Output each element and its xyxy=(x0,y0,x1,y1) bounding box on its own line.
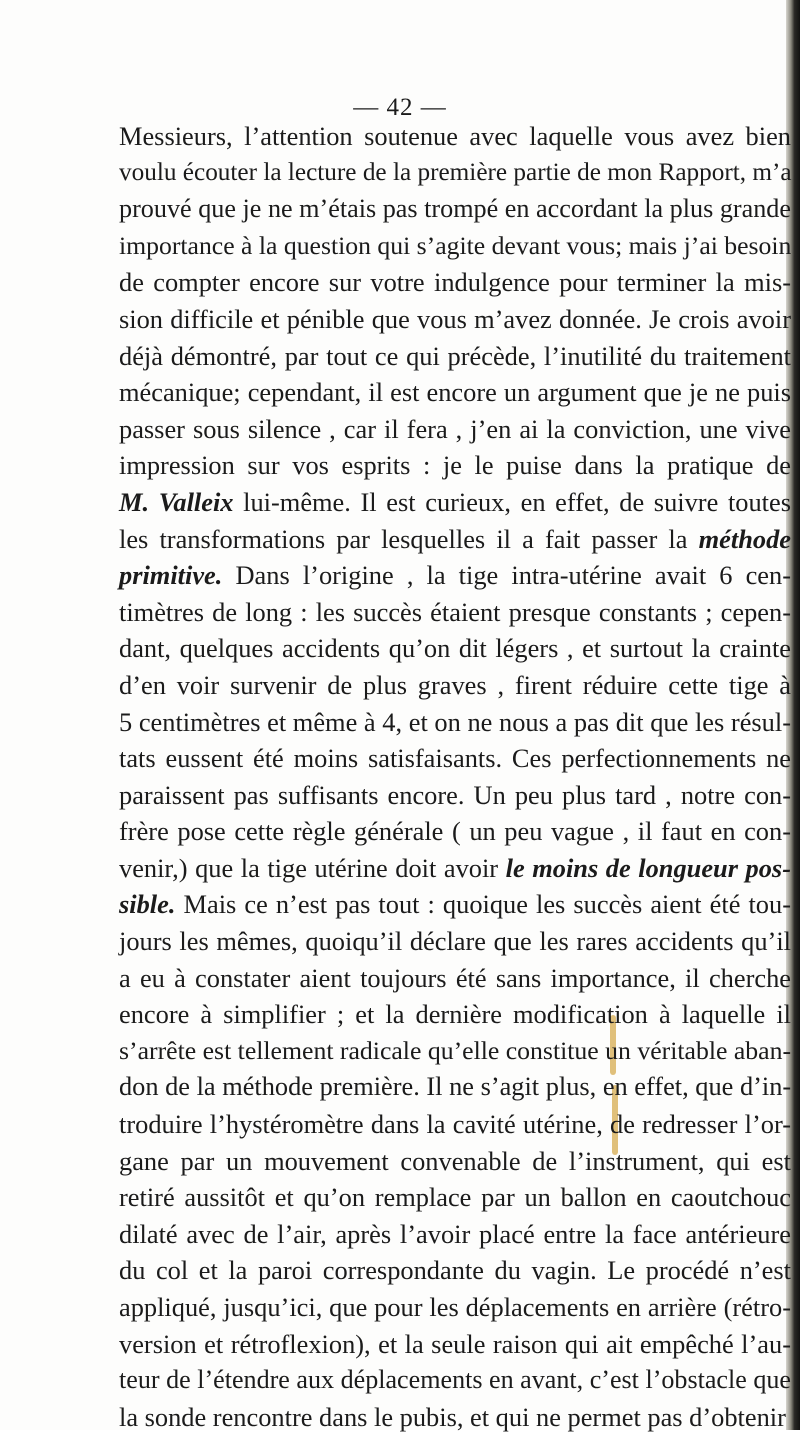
text-line: mécanique; cependant, il est encore un argument que je ne puis xyxy=(119,377,791,408)
text-line: sion difficile et pénible que vous m’avez donnée. Je crois avoir xyxy=(119,303,791,334)
text-line: voulu écouter la lecture de la première partie de mon Rapport, m’a xyxy=(119,158,792,186)
rule-emphasis-2: sible. xyxy=(119,889,176,920)
text-line: du col et la paroi correspondante du vagin. Le procédé n’est xyxy=(119,1255,791,1286)
text-line: timètres de long : les succès étaient presque constants ; cepen- xyxy=(119,596,791,627)
text-fragment: lui-même. Il est curieux, en effet, de suivre toutes xyxy=(243,486,791,517)
method-name-end: primitive. xyxy=(119,560,223,591)
text-line: version et rétroflexion), et la seule raison qui ait empêché l’au- xyxy=(119,1328,791,1359)
text-line: passer sous silence , car il fera , j’en ai la conviction, une vive xyxy=(119,413,791,444)
text-fragment: Dans l’origine , la tige intra-utérine avait 6 cen- xyxy=(235,560,792,591)
text-line: tats eussent été moins satisfaisants. Ces perfectionnements ne xyxy=(119,743,791,774)
text-fragment: Mais ce n’est pas tout : quoique les succès aient été tou- xyxy=(183,889,791,920)
text-line: troduire l’hystéromètre dans la cavité utérine, de redresser l’or- xyxy=(119,1109,791,1140)
text-line: 5 centimètres et même à 4, et on ne nous a pas dit que les résul- xyxy=(119,706,791,737)
text-fragment: les transformations par lesquelles il a fait passer la xyxy=(119,523,688,554)
text-line xyxy=(119,484,791,521)
text-line: la sonde rencontre dans le pubis, et qui ne permet pas d’obtenir xyxy=(119,1401,786,1432)
text-line: d’en voir survenir de plus graves , firent réduire cette tige à xyxy=(119,669,791,700)
text-line: frère pose cette règle générale ( un peu vague , il faut en con- xyxy=(119,816,791,847)
text-line: prouvé que je ne m’étais pas trompé en accordant la plus grande xyxy=(119,194,791,224)
text-line: déjà démontré, par tout ce qui précède, l’inutilité du traitement xyxy=(119,340,791,371)
text-line: importance à la question qui s’agite devant vous; mais j’ai besoin xyxy=(119,230,792,260)
text-line xyxy=(119,557,791,594)
text-line: don de la méthode première. Il ne s’agit plus, en effet, que d’in- xyxy=(119,1072,792,1102)
text-line: teur de l’étendre aux déplacements en avant, c’est l’obstacle que xyxy=(119,1365,791,1395)
text-line: retiré aussitôt et qu’on remplace par un ballon en caoutchouc xyxy=(119,1182,791,1213)
text-line: a eu à constater aient toujours été sans importance, il cherche xyxy=(119,962,791,993)
text-line: Messieurs, l’attention soutenue avec laquelle vous avez bien xyxy=(119,121,791,151)
text-line: jours les mêmes, quoiqu’il déclare que les rares accidents qu’il xyxy=(119,926,791,957)
text-line xyxy=(119,886,791,923)
text-line: dilaté avec de l’air, après l’avoir placé entre la face antérieure xyxy=(119,1218,791,1249)
text-line: encore à simplifier ; et la dernière modification à laquelle il xyxy=(119,999,791,1030)
text-fragment: venir,) que la tige utérine doit avoir xyxy=(119,852,499,883)
text-line: dant, quelques accidents qu’on dit légers , et surtout la crainte xyxy=(119,633,791,664)
text-line: gane par un mouvement convenable de l’instrument, qui est xyxy=(119,1145,791,1176)
text-line: s’arrête est tellement radicale qu’elle constitue un véritable aban- xyxy=(119,1035,792,1065)
text-line xyxy=(119,447,791,484)
text-fragment: impression sur vos esprits : je le puise dans la pratique de xyxy=(119,450,791,481)
method-name-start: méthode xyxy=(698,523,791,554)
text-line: paraissent pas suffisants encore. Un peu plus tard , notre con- xyxy=(119,779,791,810)
body-text xyxy=(119,118,791,1435)
text-line xyxy=(119,521,791,558)
text-line xyxy=(119,850,791,887)
text-line: de compter encore sur votre indulgence pour terminer la mis- xyxy=(119,267,791,298)
page-number: — 42 — xyxy=(353,94,447,121)
rule-emphasis-1: le moins de longueur pos- xyxy=(505,852,791,883)
text-line: appliqué, jusqu’ici, que pour les déplacements en arrière (rétro- xyxy=(119,1292,791,1322)
author-name: M. Valleix xyxy=(119,486,234,517)
